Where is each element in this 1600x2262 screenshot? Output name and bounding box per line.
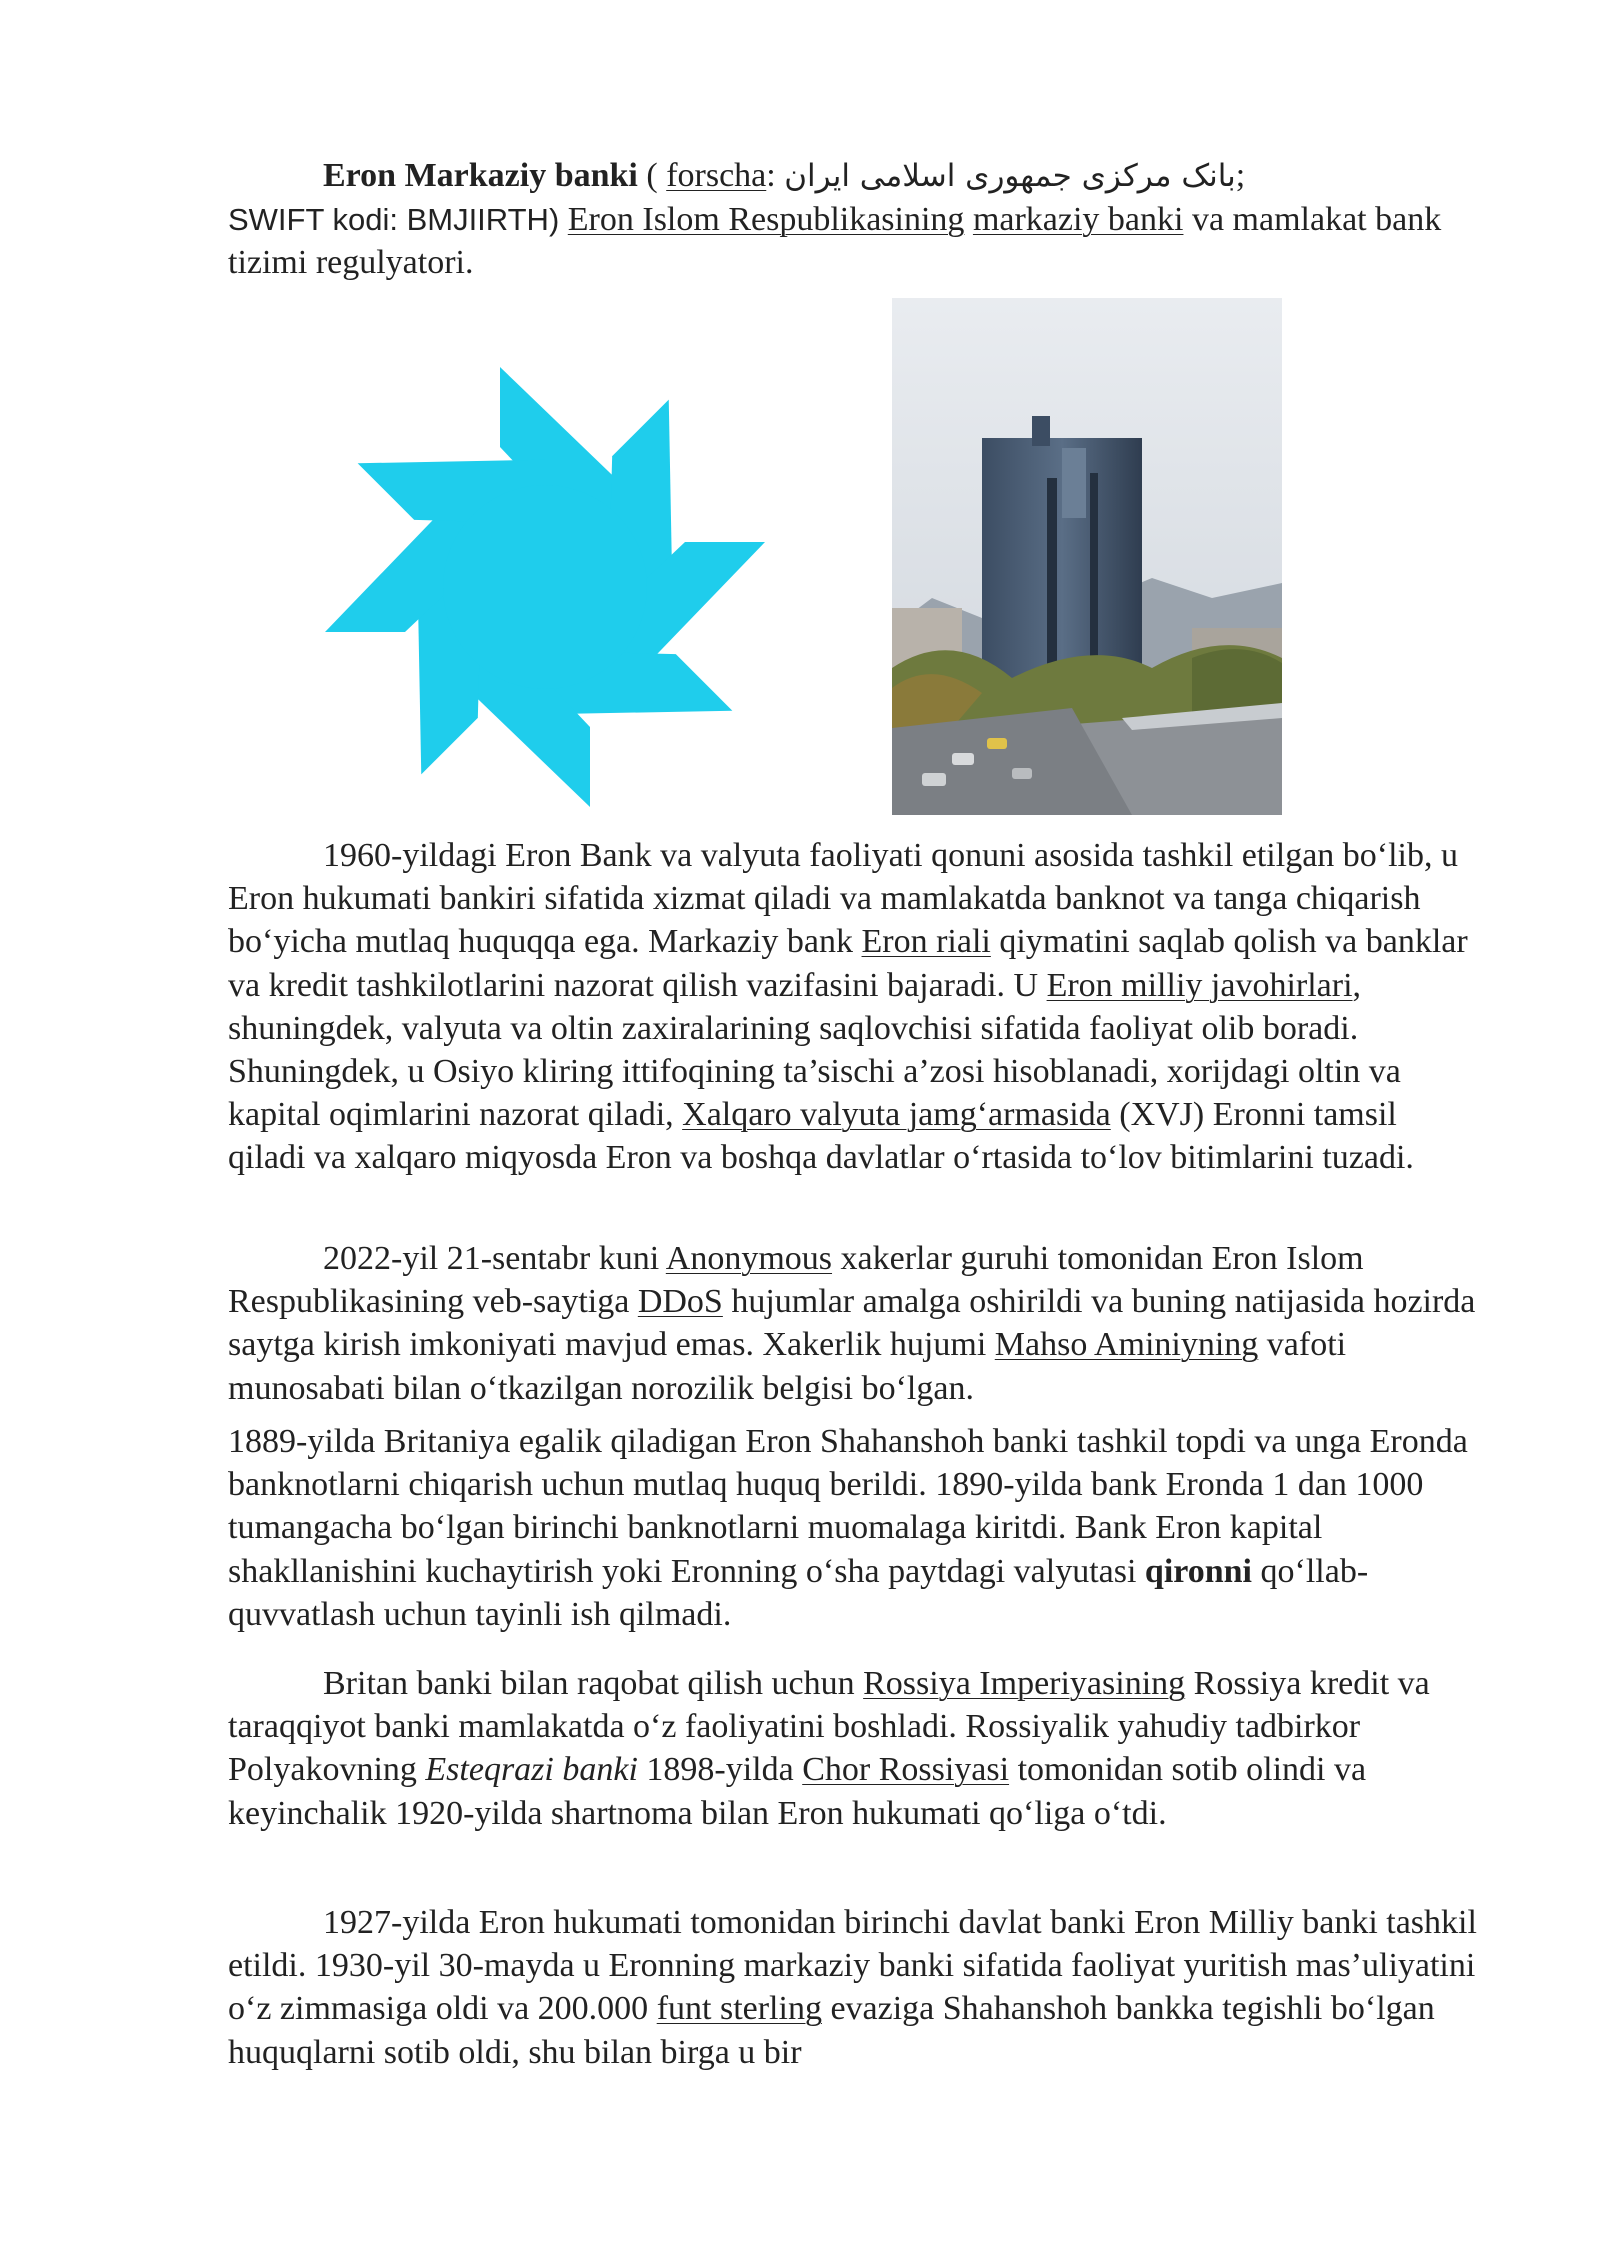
paragraph-ddos: 2022-yil 21-sentabr kuni Anonymous xakerlar guruhi tomonidan Eron Islom Respublikasining veb-saytiga DDoS hujumlar amalga oshirildi va buning natijasida hozirda saytga kirish imkoniyati mavjud emas. Xakerlik hujumi Mahso Aminiyning vafoti munosabati bilan o‘tkazilgan norozilik belgisi bo‘lgan. bbox=[228, 1240, 1476, 1407]
anonymous-link[interactable]: Anonymous bbox=[665, 1240, 833, 1277]
markaziy-banki-link[interactable]: markaziy banki bbox=[972, 201, 1184, 239]
persian-name: بانک مرکزی جمهوری اسلامی ایران bbox=[784, 158, 1236, 194]
qiron-bold: qironni bbox=[1144, 1552, 1253, 1590]
eron-riali-link[interactable]: Eron riali bbox=[861, 923, 991, 961]
central-bank-building-photo bbox=[892, 298, 1282, 815]
xalqaro-valyuta-jamgarmasi-link[interactable]: Xalqaro valyuta jamg‘armasida bbox=[682, 1096, 1111, 1134]
intro-paragraph: Eron Markaziy banki ( forscha: بانک مرکزی جمهوری اسلامی ایران; SWIFT kodi: BMJIIRTH) Eron Islom Respublikasining markaziy banki va mamlakat bank tizimi regulyatori. bbox=[228, 157, 1442, 282]
paragraph-russian-bank: Britan banki bilan raqobat qilish uchun Rossiya Imperiyasining Rossiya kredit va taraqqiyot banki mamlakatda o‘z faoliyatini boshladi. Rossiyalik yahudiy tadbirkor Polyakovning Esteqrazi banki 1898-yilda Chor Rossiyasi tomonidan sotib olindi va keyinchalik 1920-yilda shartnoma bilan Eron hukumati qo‘liga o‘tdi. bbox=[228, 1665, 1430, 1832]
paragraph-milliy-bank: 1927-yilda Eron hukumati tomonidan birinchi davlat banki Eron Milliy banki tashkil etildi. 1930-yil 30-mayda u Eronning markaziy banki sifatida faoliyat yuritish mas’uliyatini o‘z zimmasiga oldi va 200.000 funt sterling evaziga Shahanshoh bankka tegishli bo‘lgan huquqlarni sotib oldi, shu bilan birga u bir bbox=[228, 1904, 1477, 2071]
ddos-link[interactable]: DDoS bbox=[637, 1283, 723, 1321]
central-bank-emblem-icon bbox=[320, 362, 770, 812]
swift-code: SWIFT kodi: BMJIIRTH) bbox=[228, 202, 560, 238]
forscha-link[interactable]: forscha bbox=[666, 157, 767, 194]
bank-name-bold: Eron Markaziy banki bbox=[323, 157, 638, 194]
eron-islom-respublikasi-link[interactable]: Eron Islom Respublikasining bbox=[567, 201, 965, 239]
mahso-amini-link[interactable]: Mahso Aminiyning bbox=[994, 1326, 1259, 1364]
paragraph-shahanshoh-bank: 1889-yilda Britaniya egalik qiladigan Eron Shahanshoh banki tashkil topdi va unga Eronda banknotlarni chiqarish uchun mutlaq huquq berildi. 1890-yilda bank Eronda 1 dan 1000 tumangacha bo‘lgan birinchi banknotlarni muomalaga kiritdi. Bank Eron kapital shakllanishini kuchaytirish yoki Eronning o‘sha paytdagi valyutasi qironni qo‘llab-quvvatlash uchun tayinli ish qilmadi. bbox=[228, 1423, 1468, 1633]
funt-sterling-link[interactable]: funt sterling bbox=[656, 1990, 822, 2028]
esteqrazi-banki-italic: Esteqrazi banki bbox=[425, 1751, 638, 1789]
chor-rossiyasi-link[interactable]: Chor Rossiyasi bbox=[802, 1751, 1010, 1789]
paragraph-history: 1960-yildagi Eron Bank va valyuta faoliyati qonuni asosida tashkil etilgan bo‘lib, u Eron hukumati bankiri sifatida xizmat qiladi va mamlakatda banknot va tanga chiqarish bo‘yicha mutlaq huquqqa ega. Markaziy bank Eron riali qiymatini saqlab qolish va banklar va kredit tashkilotlarini nazorat qilish vazifasini bajaradi. U Eron milliy javohirlari, shuningdek, valyuta va oltin zaxiralarining saqlovchisi sifatida faoliyat olib boradi. Shuningdek, u Osiyo kliring ittifoqining ta’sischi a’zosi hisoblanadi, xorijdagi oltin va kapital oqimlarini nazorat qiladi, Xalqaro valyuta jamg‘armasida (XVJ) Eronni tamsil qiladi va xalqaro miqyosda Eron va boshqa davlatlar o‘rtasida to‘lov bitimlarini tuzadi. bbox=[228, 837, 1468, 1177]
rossiya-imperiyasi-link[interactable]: Rossiya Imperiyasining bbox=[863, 1665, 1186, 1702]
eron-milliy-javohirlari-link[interactable]: Eron milliy javohirlari bbox=[1046, 966, 1353, 1004]
